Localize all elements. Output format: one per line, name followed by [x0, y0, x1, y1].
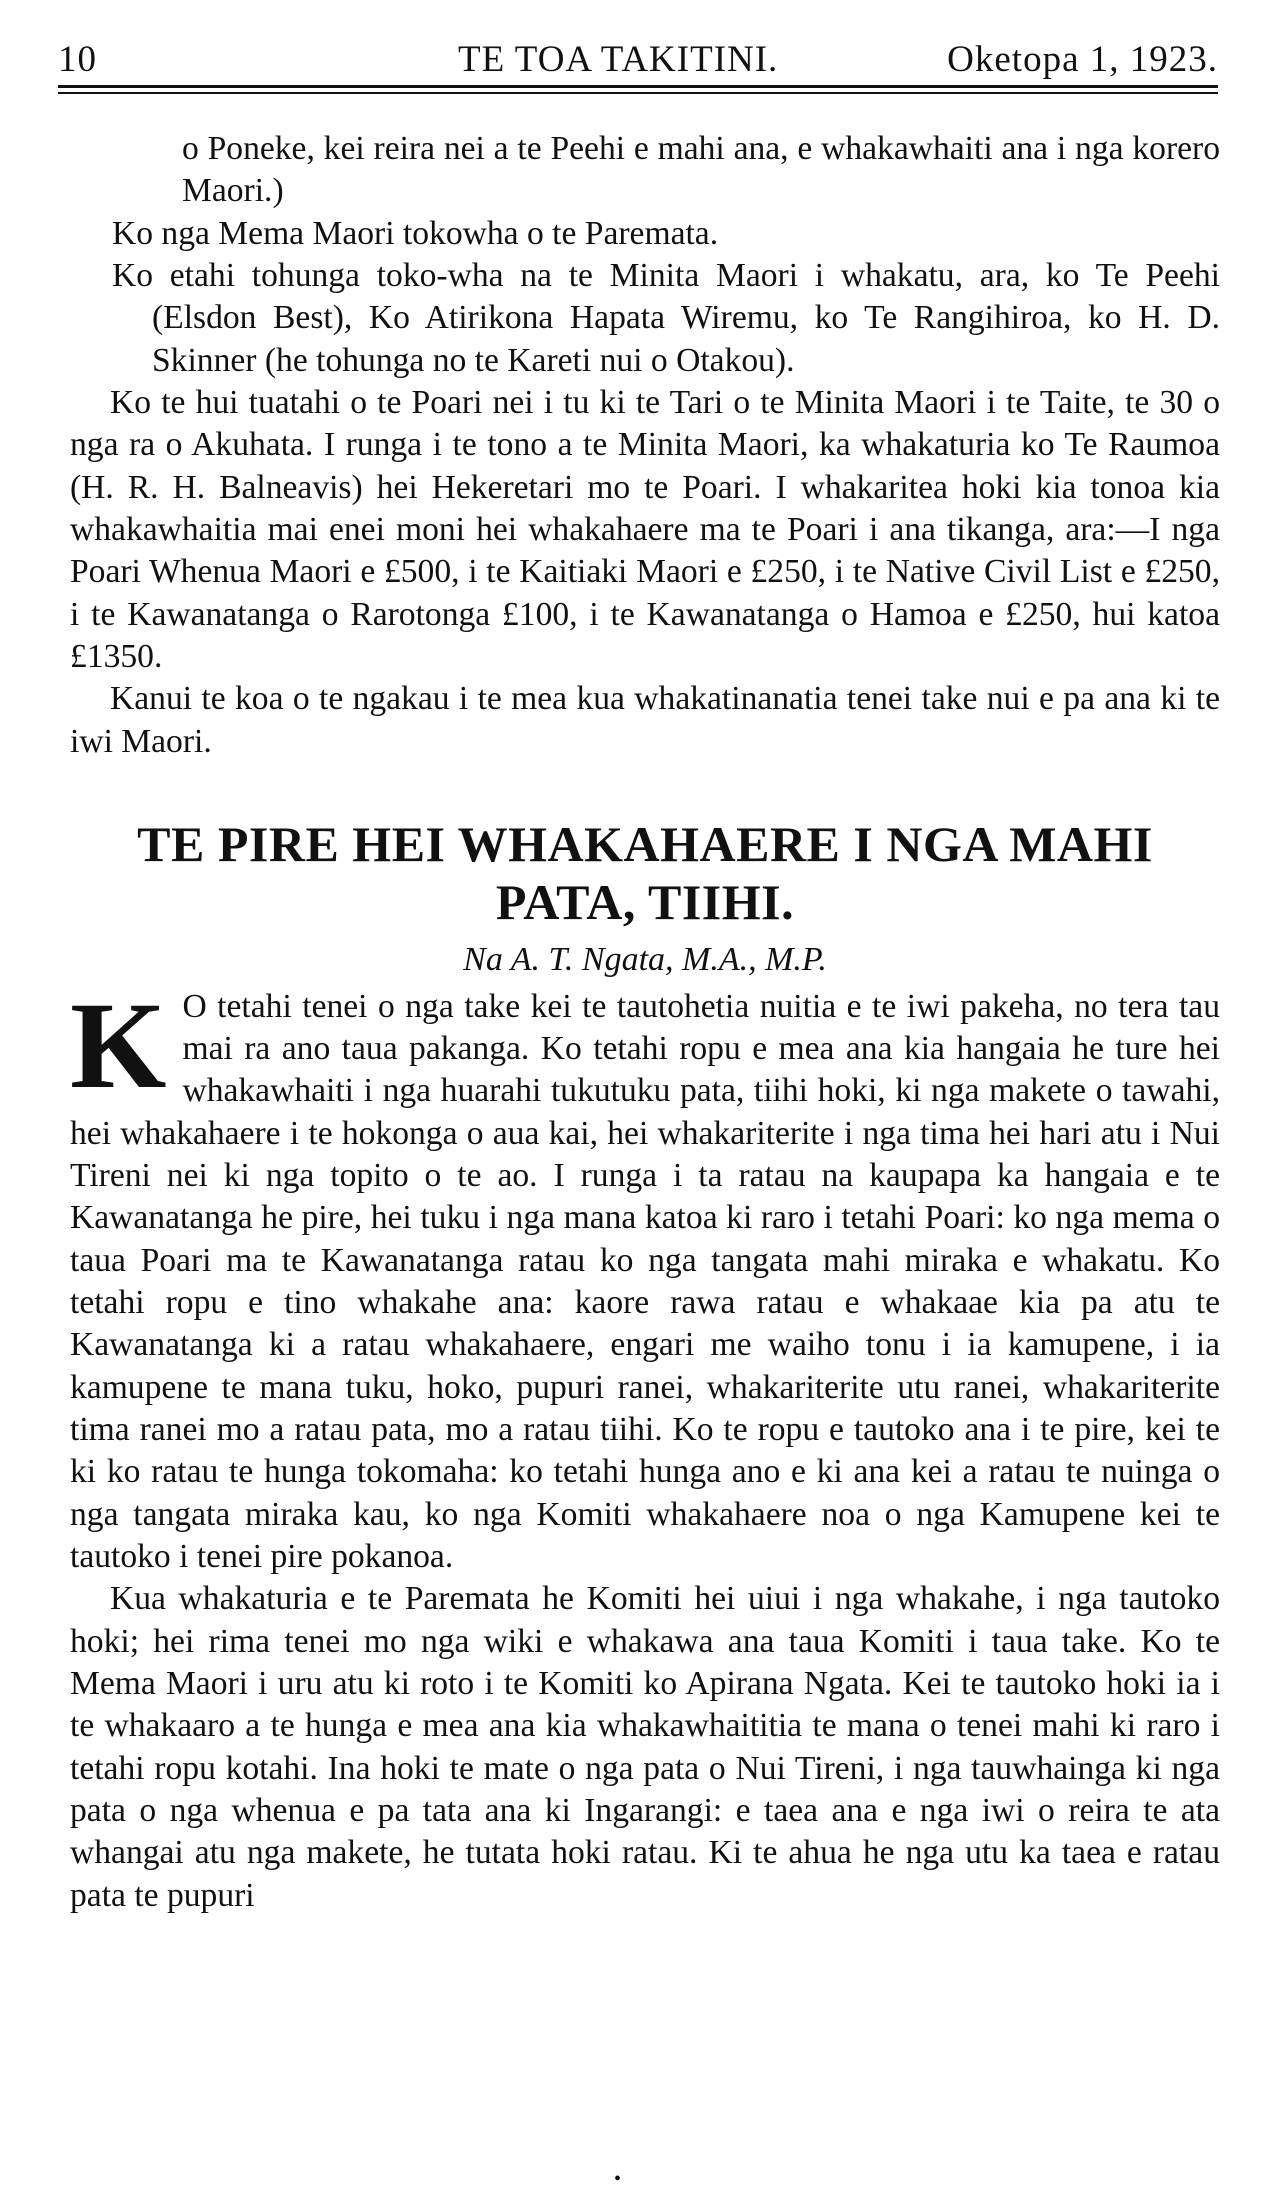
article-paragraph-1-text: O tetahi tenei o nga take kei te tautohetia nuitia e te iwi pakeha, no tera tau mai ra ano taua pakanga. Ko tetahi ropu e mea ana kia hangaia he ture hei whakawhaiti i nga huarahi tukutuku pata, tiihi hoki, ki nga makete o tawahi, hei whakahaere i te hokonga o aua kai, hei whakariterite i nga tima hei hari atu i Nui Tireni nei ki nga topito o te ao. I runga i ta ratau na kaupapa ka hangaia e te Kawanatanga he pire, hei tuku i nga mana katoa ki raro i tetahi Poari: ko nga mema o taua Poari ma te Kawanatanga ratau ko nga tangata mahi miraka e whakatu. Ko tetahi ropu e tino whakahe ana: kaore rawa ratau e whakaae kia pa atu te Kawanatanga ki a ratau whakahaere, engari me waiho tonu i ia kamupene, i ia kamupene te mana tuku, hoko, pupuri ranei, whakariterite utu ranei, whakariterite tima ranei mo a ratau pata, mo a ratau tiihi. Ko te ropu e tautoko ana i te pire, kei te ki ko ratau te hunga tokomaha: ko tetahi hunga ano e ki ana kei a ratau te nuinga o nga tangata miraka kau, ko nga Komiti whakahaere noa o nga Kamupene kei te tautoko i tenei pire pokanoa.: [70, 987, 1220, 1576]
publication-title: TE TOA TAKITINI.: [458, 39, 779, 80]
list-paragraph-experts: Ko etahi tohunga toko-wha na te Minita Maori i whakatu, ara, ko Te Peehi (Elsdon Best), Ko Atirikona Hapata Wiremu, ko Te Rangihiroa, ko H. D. Skinner (he tohunga no te Kareti nui o Otakou).: [112, 256, 1220, 379]
article-heading: TE PIRE HEI WHAKAHAERE I NGA MAHI PATA, TIIHI.: [137, 815, 1153, 930]
paragraph-continued: o Poneke, kei reira nei a te Peehi e mahi ana, e whakawhaiti ana i nga korero Maori.): [182, 130, 1220, 210]
article-paragraph-2: Kua whakaturia e te Paremata he Komiti hei uiui i nga whakahe, i nga tautoko hoki; hei rima tenei mo nga wiki e whakawa ana taua Komiti i taua take. Ko te Mema Maori i uru atu ki roto i te Komiti ko Apirana Ngata. Kei te tautoko hoki ia i te whakaaro a te hunga e mea ana kia whakawhaititia te mana o tenei mahi ki raro i tetahi ropu kotahi. Ina hoki te mate o nga pata o Nui Tireni, i nga tauwhainga ki nga pata o nga whenua e pa tata ana ki Ingarangi: e taea ana e nga iwi o reira te ata whangai atu nga makete, he tutata hoki ratau. Ki te ahua he nga utu ka taea e ratau pata te pupuri: [70, 1580, 1220, 1914]
paragraph-closing: Kanui te koa o te ngakau i te mea kua whakatinanatia tenei take nui e pa ana ki te iwi Maori.: [70, 680, 1220, 760]
drop-cap: K: [70, 976, 167, 1114]
header-rule-top: [58, 85, 1218, 88]
article-body: [70, 128, 1220, 1917]
article-byline: Na A. T. Ngata, M.A., M.P.: [463, 940, 827, 978]
page-number: 10: [58, 39, 97, 80]
issue-date: Oketopa 1, 1923.: [947, 39, 1218, 80]
article-paragraph-1: [70, 976, 1220, 1579]
page-bottom-mark: •: [614, 2168, 622, 2190]
page-header: [58, 38, 1218, 82]
header-rule-bottom: [58, 92, 1218, 94]
list-paragraph-members: Ko nga Mema Maori tokowha o te Paremata.: [112, 214, 719, 252]
paragraph-first-meeting: Ko te hui tuatahi o te Poari nei i tu ki te Tari o te Minita Maori i te Taite, te 30 o nga ra o Akuhata. I runga i te tono a te Minita Maori, ka whakaturia ko Te Raumoa (H. R. H. Balneavis) hei Hekeretari mo te Poari. I whakaritea hoki kia tonoa kia whakawhaitia mai enei moni hei whakahaere ma te Poari i ana tikanga, ara:—I nga Poari Whenua Maori e £500, i te Kaitiaki Maori e £250, i te Native Civil List e £250, i te Kawanatanga o Rarotonga £100, i te Kawanatanga o Hamoa e £250, hui katoa £1350.: [70, 383, 1220, 675]
